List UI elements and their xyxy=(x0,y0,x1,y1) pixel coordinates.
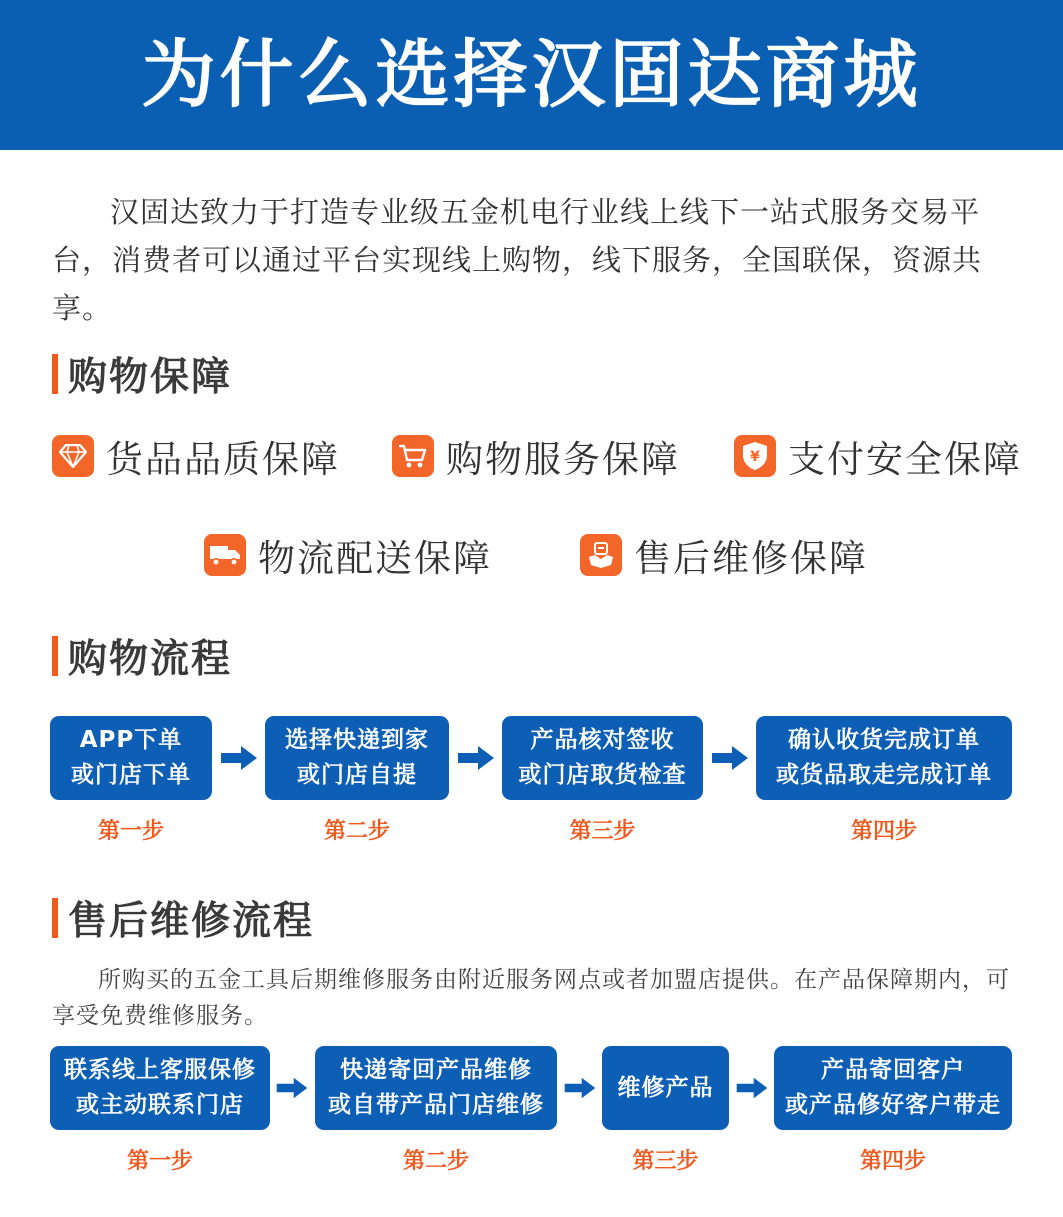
step-line: 产品寄回客户 xyxy=(821,1057,965,1083)
arrow-right-icon xyxy=(563,1074,597,1102)
step-line: 或货品取走完成订单 xyxy=(776,762,992,788)
intro-paragraph: 汉固达致力于打造专业级五金机电行业线上线下一站式服务交易平台，消费者可以通过平台实现线上购物，线下服务，全国联保，资源共享。 xyxy=(52,195,983,325)
repair-step-4 xyxy=(774,1046,1012,1130)
step-line: 产品核对签收 xyxy=(530,727,675,753)
truck-icon xyxy=(204,534,246,576)
arrow-right-icon xyxy=(710,744,750,772)
step-line: 或产品修好客户带走 xyxy=(785,1092,1001,1118)
svg-text:¥: ¥ xyxy=(750,449,760,465)
step-line: 或主动联系门店 xyxy=(76,1092,244,1118)
arrow-right-icon xyxy=(219,744,259,772)
repair-flow-title: 售后维修流程 xyxy=(68,899,315,944)
yen-shield-icon xyxy=(734,435,776,477)
shopping-flow-title: 购物流程 xyxy=(68,637,233,682)
arrow-right-icon xyxy=(456,744,496,772)
guarantee-section-header xyxy=(52,352,233,400)
repair-flow-header xyxy=(52,896,315,944)
guarantee-label: 售后维修保障 xyxy=(634,537,868,580)
guarantee-label: 购物服务保障 xyxy=(446,438,680,481)
repair-step-3 xyxy=(602,1046,729,1130)
step-line: 或自带产品门店维修 xyxy=(328,1092,544,1118)
step-line: 或门店自提 xyxy=(297,762,417,788)
repair-step-2 xyxy=(315,1046,557,1130)
step-line: 或门店下单 xyxy=(71,762,191,788)
shopping-step-3 xyxy=(502,716,703,800)
guarantee-label: 支付安全保障 xyxy=(788,438,1022,481)
guarantee-payment xyxy=(734,430,1022,482)
step-line: APP下单 xyxy=(79,727,183,753)
step-number-label: 第二步 xyxy=(323,819,390,844)
shopping-flow-header xyxy=(52,634,233,682)
step-number-label: 第一步 xyxy=(97,819,164,844)
step-line: 选择快递到家 xyxy=(285,727,429,753)
repair-hand-icon xyxy=(580,534,622,576)
step-number-label: 第一步 xyxy=(126,1149,193,1174)
section-accent-bar xyxy=(52,354,58,394)
step-number-label: 第三步 xyxy=(632,1149,699,1174)
step-number-label: 第四步 xyxy=(859,1149,926,1174)
repair-step-1 xyxy=(50,1046,270,1130)
shopping-step-4 xyxy=(756,716,1012,800)
step-number-label: 第四步 xyxy=(850,819,917,844)
guarantee-service xyxy=(392,430,680,482)
shopping-step-2 xyxy=(265,716,449,800)
shopping-step-1 xyxy=(50,716,212,800)
step-line: 联系线上客服保修 xyxy=(64,1057,256,1083)
step-number-label: 第三步 xyxy=(569,819,636,844)
guarantee-label: 物流配送保障 xyxy=(258,537,492,580)
diamond-icon xyxy=(52,435,94,477)
step-number-label: 第二步 xyxy=(402,1149,469,1174)
guarantee-logistics xyxy=(204,529,492,581)
arrow-right-icon xyxy=(735,1074,769,1102)
guarantee-aftersales xyxy=(580,529,868,581)
section-accent-bar xyxy=(52,636,58,676)
repair-description: 所购买的五金工具后期维修服务由附近服务网点或者加盟店提供。在产品保障期内，可享受免费维修服务。 xyxy=(52,967,1010,1029)
section-accent-bar xyxy=(52,898,58,938)
cart-icon xyxy=(392,435,434,477)
step-line: 确认收货完成订单 xyxy=(788,727,980,753)
page-title: 为什么选择汉固达商城 xyxy=(141,32,922,118)
step-line: 快递寄回产品维修 xyxy=(340,1057,532,1083)
step-line: 或门店取货检查 xyxy=(518,762,687,788)
step-line: 维修产品 xyxy=(617,1074,714,1101)
guarantee-quality xyxy=(52,430,340,482)
arrow-right-icon xyxy=(275,1074,309,1102)
guarantee-section-title: 购物保障 xyxy=(68,355,233,400)
guarantee-label: 货品品质保障 xyxy=(106,438,340,481)
